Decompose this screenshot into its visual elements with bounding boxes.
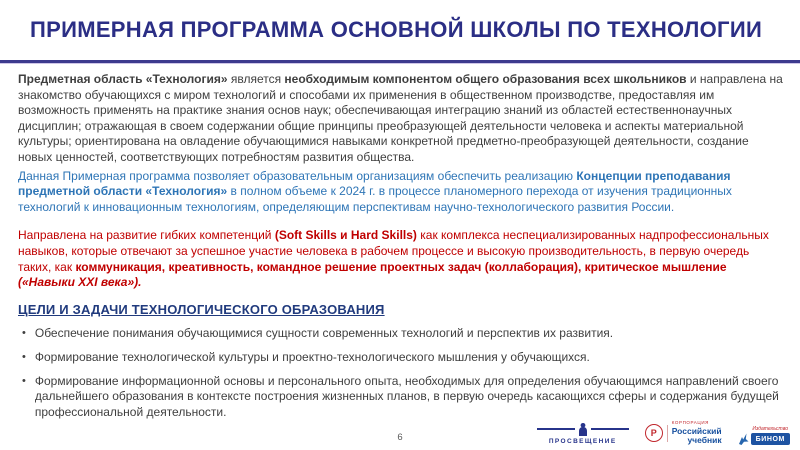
list-item — [22, 326, 784, 342]
publisher-logos — [537, 421, 790, 445]
list-item — [22, 350, 784, 366]
prosveshchenie-wordmark: ПРОСВЕЩЕНИЕ — [548, 438, 617, 445]
list-item-text: Формирование информационной основы и персонального опыта, необходимых для определения обучающимся направлений своего дальнейшего образования в контексте построения жизненных планов, в первую очередь касающихся сферы и содержания будущей профессиональной деятельности. — [34, 373, 779, 420]
binom-wordmark: БИНОМ — [751, 433, 790, 445]
section-heading-goals: ЦЕЛИ И ЗАДАЧИ ТЕХНОЛОГИЧЕСКОГО ОБРАЗОВАНИЯ — [18, 301, 385, 317]
paragraph-soft-skills: Направлена на развитие гибких компетенций (Soft Skills и Hard Skills) как комплекса неспециализированных надпрофессиональных навыков, которые отвечают за успешное участие человека в рабочем процессе и высокую производительность, в первую очередь таких, как коммуникация, креативность, командное решение проектных задач (коллаборация), критическое мышление («Навыки XXI века»). — [18, 228, 769, 290]
title-divider — [0, 60, 800, 63]
binom-bird-icon — [738, 433, 749, 445]
list-item-text: Формирование технологической культуры и проектно-технологического мышления у обучающихся. — [34, 349, 590, 364]
ru-wordmark-line2: учебник — [687, 435, 722, 446]
page-title: ПРИМЕРНАЯ ПРОГРАММА ОСНОВНОЙ ШКОЛЫ ПО ТЕХНОЛОГИИ — [30, 17, 763, 42]
bullet-icon: • — [22, 374, 26, 387]
bullet-icon: • — [22, 350, 26, 363]
logo-divider — [667, 425, 668, 442]
page-number: 6 — [397, 432, 403, 443]
logo-rossiysky-uchebnik — [645, 421, 722, 445]
list-item-text: Обеспечение понимания обучающимися сущности современных технологий и перспектив их развития. — [34, 325, 614, 340]
list-item — [22, 374, 784, 421]
bullet-icon: • — [22, 326, 26, 339]
ru-wordmark-line1: Российский — [671, 426, 722, 437]
logo-rule-right — [591, 428, 629, 430]
paragraph-program-concept: Данная Примерная программа позволяет образовательным организациям обеспечить реализацию Концепции преподавания предметной области «Технология» в полном объеме к 2024 г. в процессе планомерного перехода от изучения традиционных технологий к инновационным технологиям, определяющим перспективам научно-технологического развития России. — [18, 168, 732, 214]
slide-body — [18, 72, 784, 429]
prosveshchenie-emblem-icon — [578, 423, 588, 436]
paragraph-subject-area: Предметная область «Технология» является необходимым компонентом общего образования всех школьников и направлена на знакомство обучающихся с миром технологий и способами их применения в общественном производстве, предоставляя им возможность применять на практике знания основ наук; обеспечивающая интеграцию знаний из областей естественнонаучных дисциплин; отражающая в своем содержании общие принципы преобразующей деятельности человека и аспекты материальной культуры; ориентирована на овладение обучающимися навыками конкретной предметно-преобразующей деятельности, создание новых ценностей, соответствующих потребностям развития общества. — [18, 72, 783, 164]
goals-list — [18, 326, 784, 421]
ru-monogram-icon: Р — [645, 424, 663, 442]
logo-prosveshchenie — [537, 422, 629, 445]
logo-rule-left — [537, 428, 575, 430]
binom-publisher-label: Издательство — [752, 426, 788, 432]
logo-binom — [738, 426, 790, 445]
ru-corporation-label: КОРПОРАЦИЯ — [671, 420, 710, 426]
